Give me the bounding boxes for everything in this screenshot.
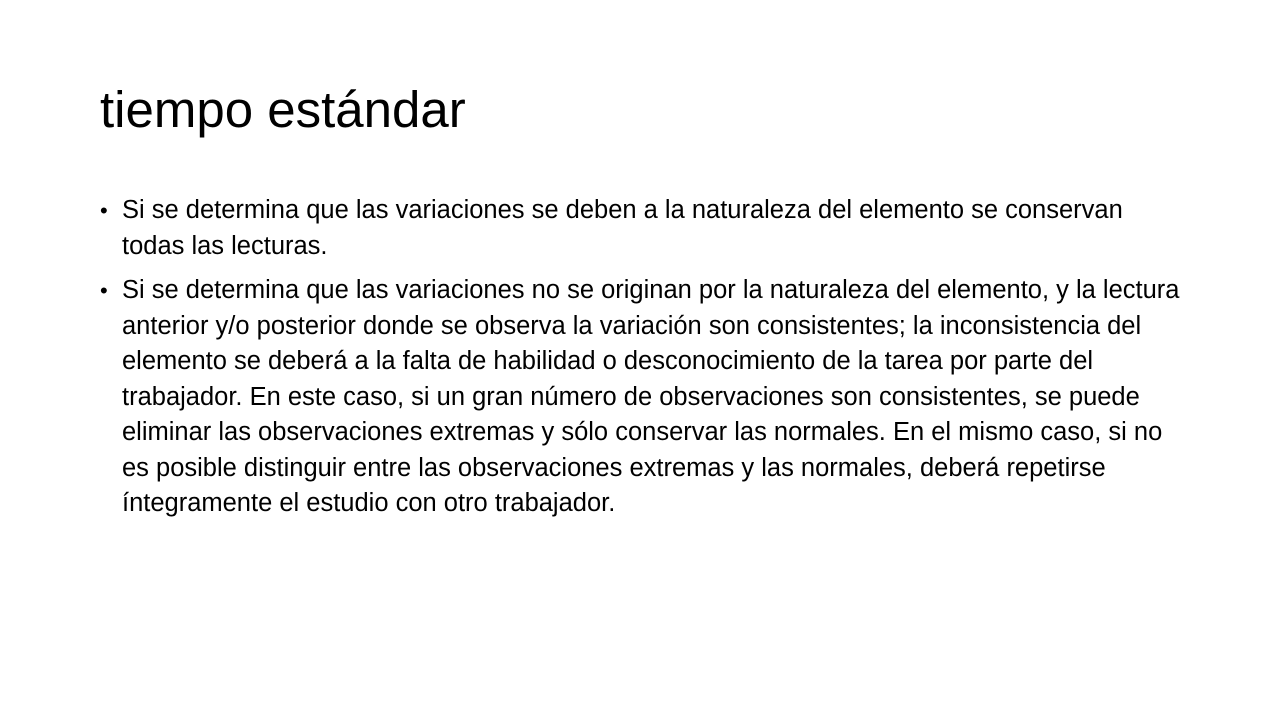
bullet-text: Si se determina que las variaciones se deben a la naturaleza del elemento se conservan todas las lecturas. (122, 196, 1123, 260)
bullet-dot-icon: • (100, 278, 108, 303)
bullet-list (100, 193, 1190, 522)
bullet-item (100, 273, 1190, 522)
slide-title: tiempo estándar (100, 81, 466, 138)
bullet-text: Si se determina que las variaciones no se originan por la naturaleza del elemento, y la lectura anterior y/o posterior donde se observa la variación son consistentes; la inconsistencia del elemento se deberá a la falta de habilidad o desconocimiento de la tarea por parte del trabajador. En este caso, si un gran número de observaciones son consistentes, se puede eliminar las observaciones extremas y sólo conservar las normales. En el mismo caso, si no es posible distinguir entre las observaciones extremas y las normales, deberá repetirse íntegramente el estudio con otro trabajador. (122, 276, 1180, 517)
bullet-dot-icon: • (100, 198, 108, 223)
bullet-item (100, 193, 1190, 264)
